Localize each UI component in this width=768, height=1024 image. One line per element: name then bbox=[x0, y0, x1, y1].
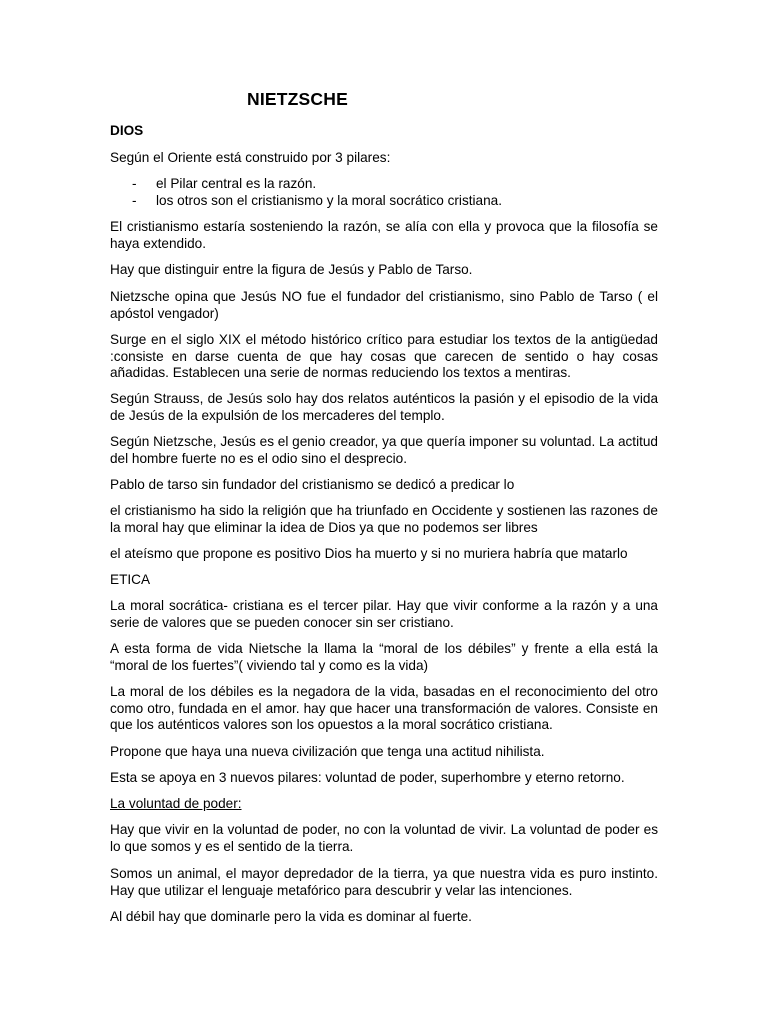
subsection-heading-voluntad bbox=[110, 796, 658, 813]
paragraph: Según Nietzsche, Jesús es el genio creador, ya que quería imponer su voluntad. La actitud del hombre fuerte no es el odio sino el desprecio. bbox=[110, 434, 658, 466]
paragraph: Pablo de tarso sin fundador del cristianismo se dedicó a predicar lo bbox=[110, 477, 515, 492]
list-item bbox=[110, 176, 658, 193]
section-heading-etica: ETICA bbox=[110, 572, 151, 587]
paragraph-intro: Según el Oriente está construido por 3 pilares: bbox=[110, 150, 391, 165]
bullet-dash: - bbox=[132, 192, 137, 208]
paragraph: Según Strauss, de Jesús solo hay dos relatos auténticos la pasión y el episodio de la vida de Jesús de la expulsión de los mercaderes del templo. bbox=[110, 391, 658, 423]
list-item-text: el Pilar central es la razón. bbox=[156, 176, 317, 191]
paragraph: el ateísmo que propone es positivo Dios ha muerto y si no muriera habría que matarlo bbox=[110, 546, 628, 561]
subsection-heading-text: La voluntad de poder: bbox=[110, 796, 242, 811]
paragraph: El cristianismo estaría sosteniendo la razón, se alía con ella y provoca que la filosofía se haya extendido. bbox=[110, 219, 658, 251]
list-item bbox=[110, 193, 658, 210]
bullet-dash: - bbox=[132, 176, 137, 191]
list-item-text: los otros son el cristianismo y la moral socrático cristiana. bbox=[156, 192, 503, 208]
paragraph: Esta se apoya en 3 nuevos pilares: voluntad de poder, superhombre y eterno retorno. bbox=[110, 770, 625, 785]
paragraph: Al débil hay que dominarle pero la vida es dominar al fuerte. bbox=[110, 909, 472, 924]
document-title: NIETZSCHE bbox=[247, 89, 348, 109]
paragraph: Hay que distinguir entre la figura de Jesús y Pablo de Tarso. bbox=[110, 262, 473, 277]
paragraph: La moral socrática- cristiana es el tercer pilar. Hay que vivir conforme a la razón y a una serie de valores que se pueden conocer sin ser cristiano. bbox=[110, 598, 658, 630]
section-heading-dios: DIOS bbox=[110, 123, 144, 138]
paragraph: La moral de los débiles es la negadora de la vida, basadas en el reconocimiento del otro como otro, fundada en el amor. hay que hacer una transformación de valores. Consiste en que los auténticos valores son los opuestos a la moral socrático cristiana. bbox=[110, 684, 658, 732]
paragraph: Somos un animal, el mayor depredador de la tierra, ya que nuestra vida es puro instinto. Hay que utilizar el lenguaje metafórico para descubrir y velar las intenciones. bbox=[110, 866, 658, 898]
paragraph: Nietzsche opina que Jesús NO fue el fundador del cristianismo, sino Pablo de Tarso ( el apóstol vengador) bbox=[110, 289, 658, 321]
paragraph: el cristianismo ha sido la religión que ha triunfado en Occidente y sostienen las razones de la moral hay que eliminar la idea de Dios ya que no podemos ser libres bbox=[110, 503, 658, 535]
paragraph: A esta forma de vida Nietsche la llama la “moral de los débiles” y frente a ella está la “moral de los fuertes”( viviendo tal y como es la vida) bbox=[110, 641, 658, 673]
pillars-list bbox=[110, 176, 658, 209]
paragraph: Propone que haya una nueva civilización que tenga una actitud nihilista. bbox=[110, 744, 545, 759]
paragraph: Hay que vivir en la voluntad de poder, no con la voluntad de vivir. La voluntad de poder es lo que somos y es el sentido de la tierra. bbox=[110, 822, 658, 854]
paragraph: Surge en el siglo XIX el método histórico crítico para estudiar los textos de la antigüedad :consiste en darse cuenta de que hay cosas que carecen de sentido o hay cosas añadidas. Establecen una serie de normas reduciendo los textos a mentiras. bbox=[110, 332, 658, 380]
